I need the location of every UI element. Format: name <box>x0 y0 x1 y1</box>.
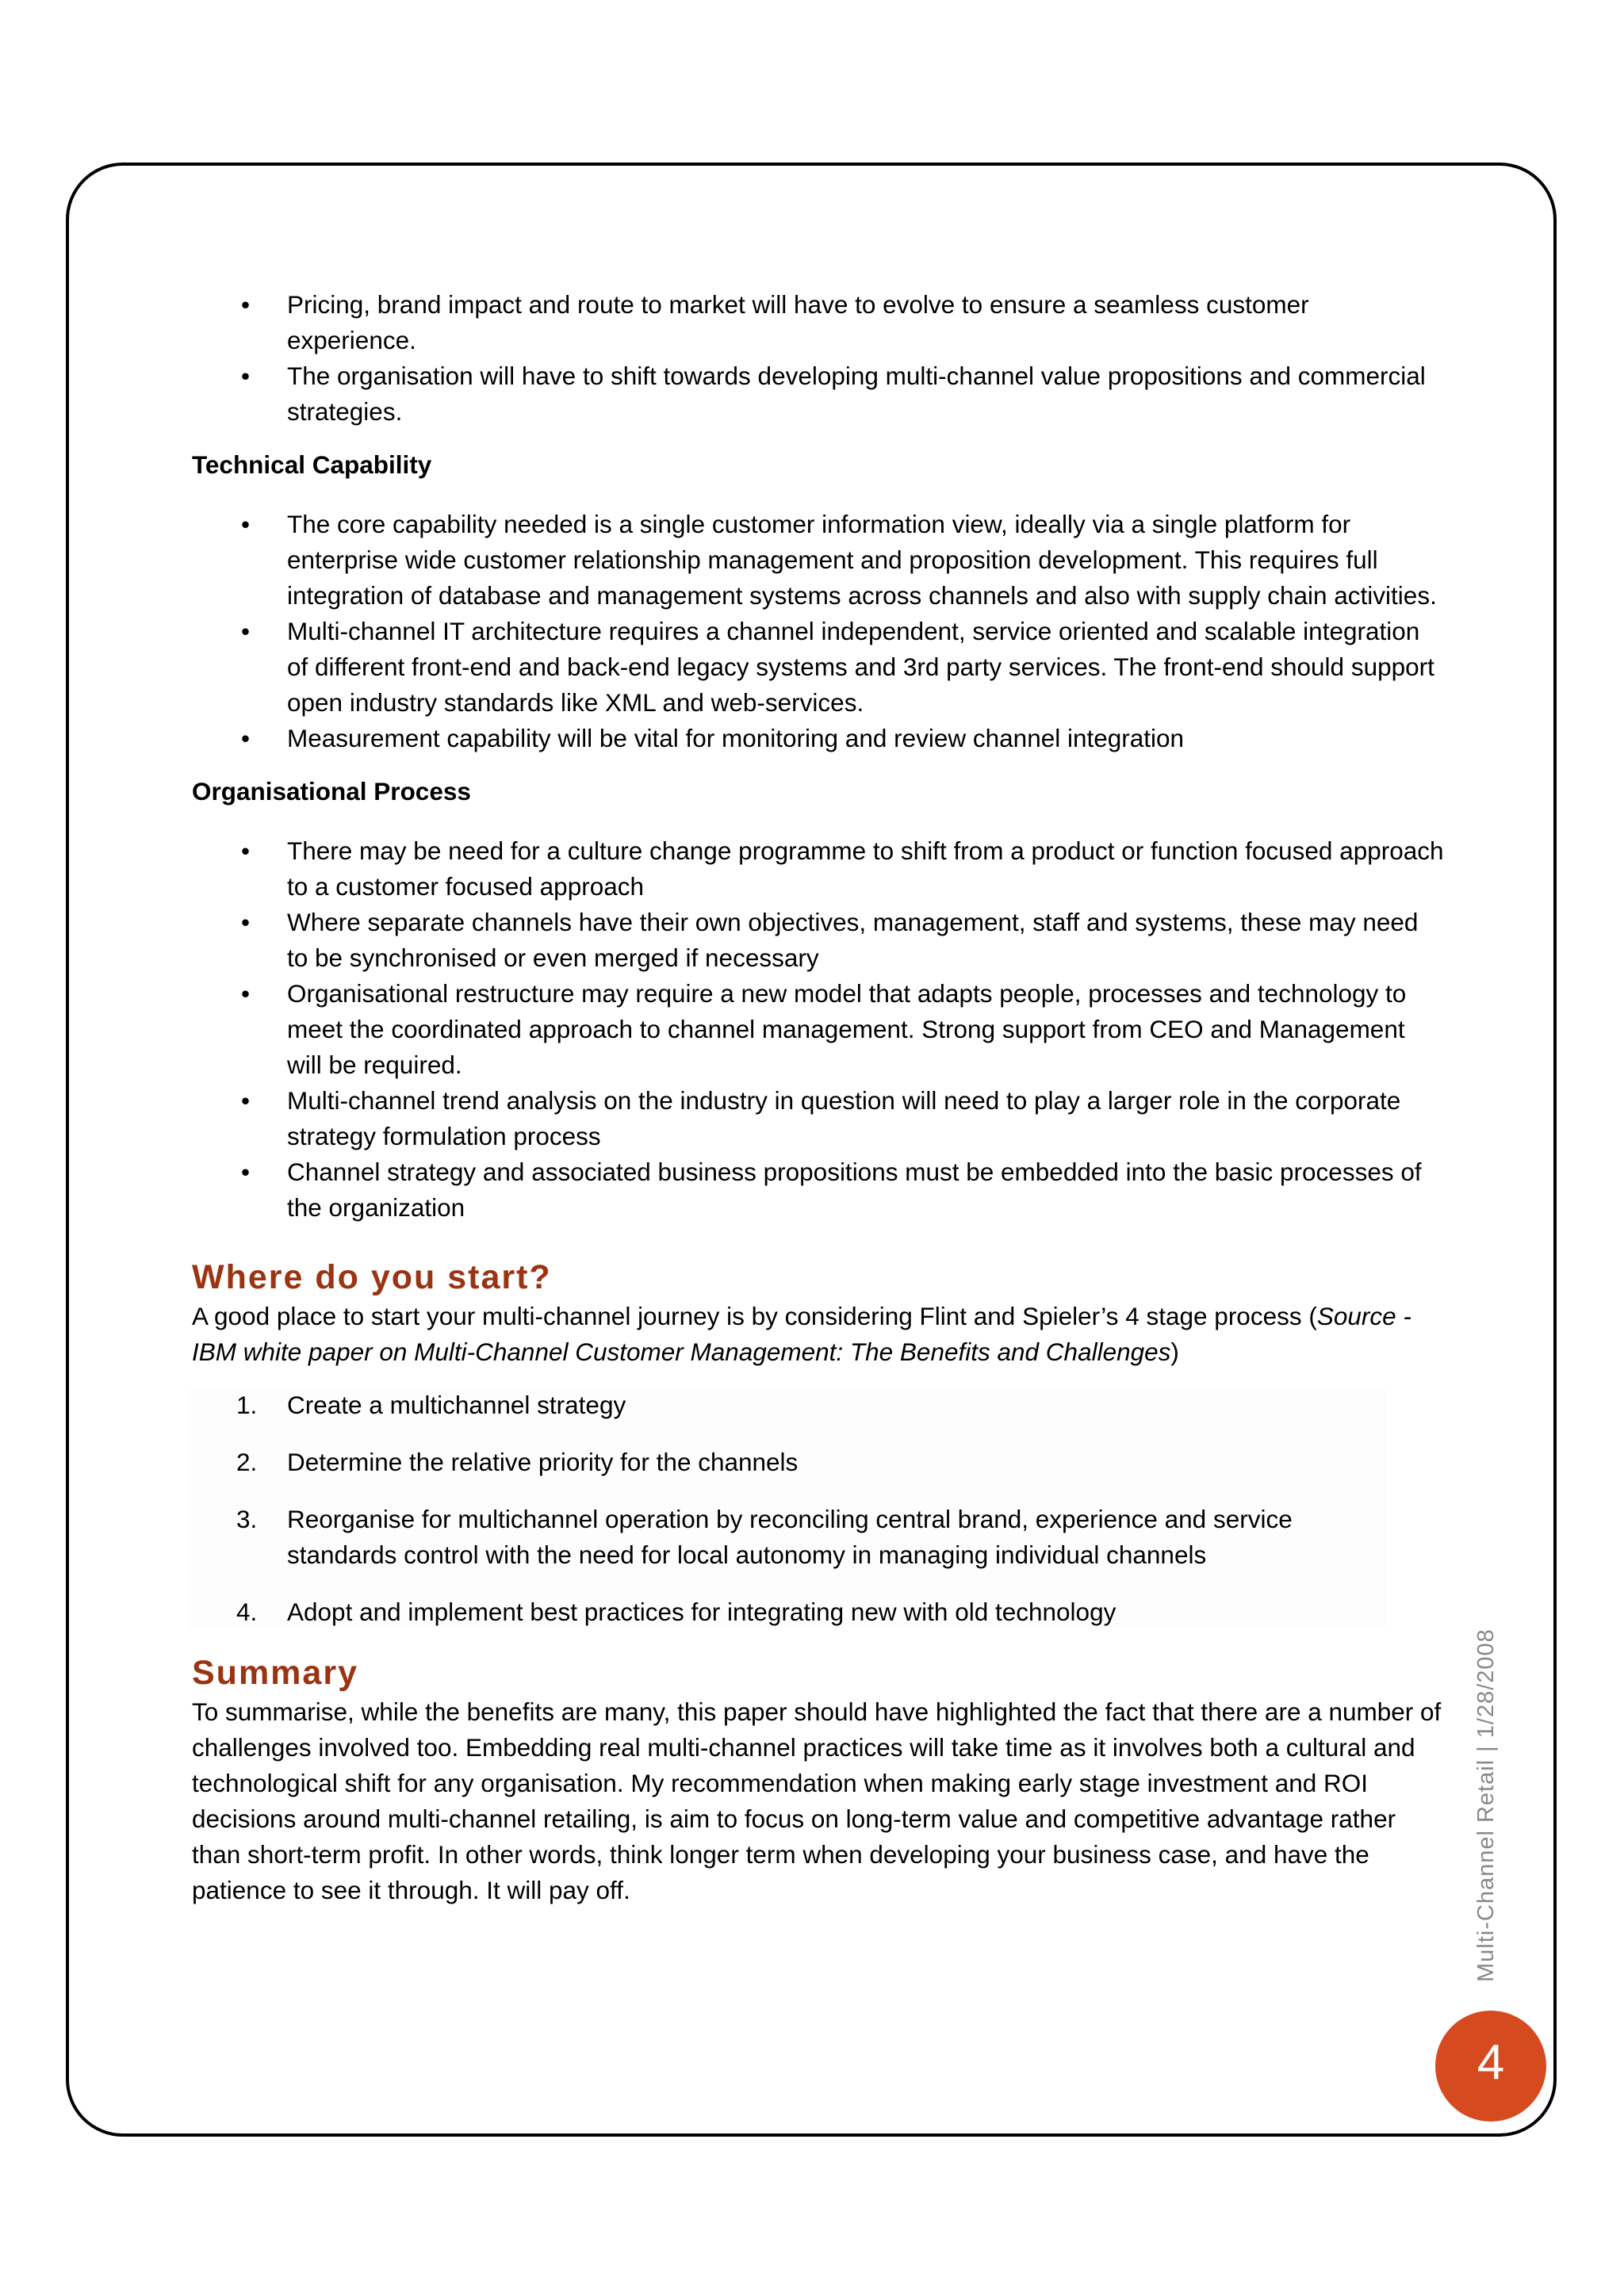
stage-process-list <box>187 1387 1386 1630</box>
technical-capability-heading: Technical Capability <box>192 450 432 479</box>
list-item: • The core capability needed is a single customer information view, ideally via a single platform for enterprise wide customer relationship management and proposition development. This requires full integration of database and management systems across channels and also with supply chain activities. <box>192 507 1445 614</box>
bullet-icon: • <box>241 1086 251 1115</box>
summary-paragraph: To summarise, while the benefits are many, this paper should have highlighted the fact that there are a number of challenges involved too. Embedding real multi-channel practices will take time as it involves both a cultural and technological shift for any organisation. My recommendation when making early stage investment and ROI decisions around multi-channel retailing, is aim to focus on long-term value and competitive advantage rather than short-term profit. In other words, think longer term when developing your business case, and have the patience to see it through. It will pay off. <box>192 1697 1442 1904</box>
top-bullet-list <box>192 287 1445 430</box>
technical-bullet-list <box>192 507 1445 756</box>
bullet-icon: • <box>241 836 251 865</box>
bullet-icon: • <box>241 1158 251 1186</box>
list-item: • Organisational restructure may require a new model that adapts people, processes and technology to meet the coordinated approach to channel management. Strong support from CEO and Management will be required. <box>192 976 1445 1083</box>
list-item: • The organisation will have to shift towards developing multi-channel value propositions and commercial strategies. <box>192 358 1445 430</box>
bullet-icon: • <box>241 362 251 390</box>
list-item: 3. Reorganise for multichannel operation by reconciling central brand, experience and service standards control with the need for local autonomy in managing individual channels <box>236 1505 1293 1569</box>
bullet-icon: • <box>241 617 251 645</box>
organisational-bullet-list <box>192 833 1445 1226</box>
organisational-process-heading: Organisational Process <box>192 777 471 806</box>
where-do-you-start-heading: Where do you start? <box>192 1258 552 1296</box>
list-item: • Measurement capability will be vital for monitoring and review channel integration <box>192 721 1445 756</box>
bullet-icon: • <box>241 290 251 319</box>
list-item: 4. Adopt and implement best practices for integrating new with old technology <box>236 1598 1116 1626</box>
start-intro-paragraph: A good place to start your multi-channel journey is by considering Flint and Spieler’s 4 stage process (Source - IBM white paper on Multi-Channel Customer Management: The Benefits and Challenges) <box>192 1302 1411 1366</box>
page-number-badge: 4 <box>1435 2011 1546 2122</box>
page-content <box>192 287 1445 1908</box>
list-item: 2. Determine the relative priority for the channels <box>236 1448 799 1476</box>
list-item: • Where separate channels have their own objectives, management, staff and systems, these may need to be synchronised or even merged if necessary <box>192 905 1445 976</box>
summary-heading: Summary <box>192 1654 358 1692</box>
list-item: • Pricing, brand impact and route to market will have to evolve to ensure a seamless customer experience. <box>192 287 1445 358</box>
bullet-icon: • <box>241 510 251 538</box>
list-item: • Multi-channel IT architecture requires a channel independent, service oriented and scalable integration of different front-end and back-end legacy systems and 3rd party services. The front-end should support open industry standards like XML and web-services. <box>192 614 1445 721</box>
list-item: 1. Create a multichannel strategy <box>236 1391 626 1419</box>
list-item: • Channel strategy and associated business propositions must be embedded into the basic processes of the organization <box>192 1154 1445 1226</box>
bullet-icon: • <box>241 979 251 1008</box>
list-item: • There may be need for a culture change programme to shift from a product or function focused approach to a customer focused approach <box>192 833 1445 905</box>
source-citation: (Source - IBM white paper on Multi-Channel Customer Management: The Benefits and Challenges) <box>192 1302 1411 1366</box>
bullet-icon: • <box>241 724 251 752</box>
side-footer-label: Multi-Channel Retail | 1/28/2008 <box>1473 1628 1499 1982</box>
bullet-icon: • <box>241 908 251 936</box>
list-item: • Multi-channel trend analysis on the industry in question will need to play a larger role in the corporate strategy formulation process <box>192 1083 1445 1154</box>
